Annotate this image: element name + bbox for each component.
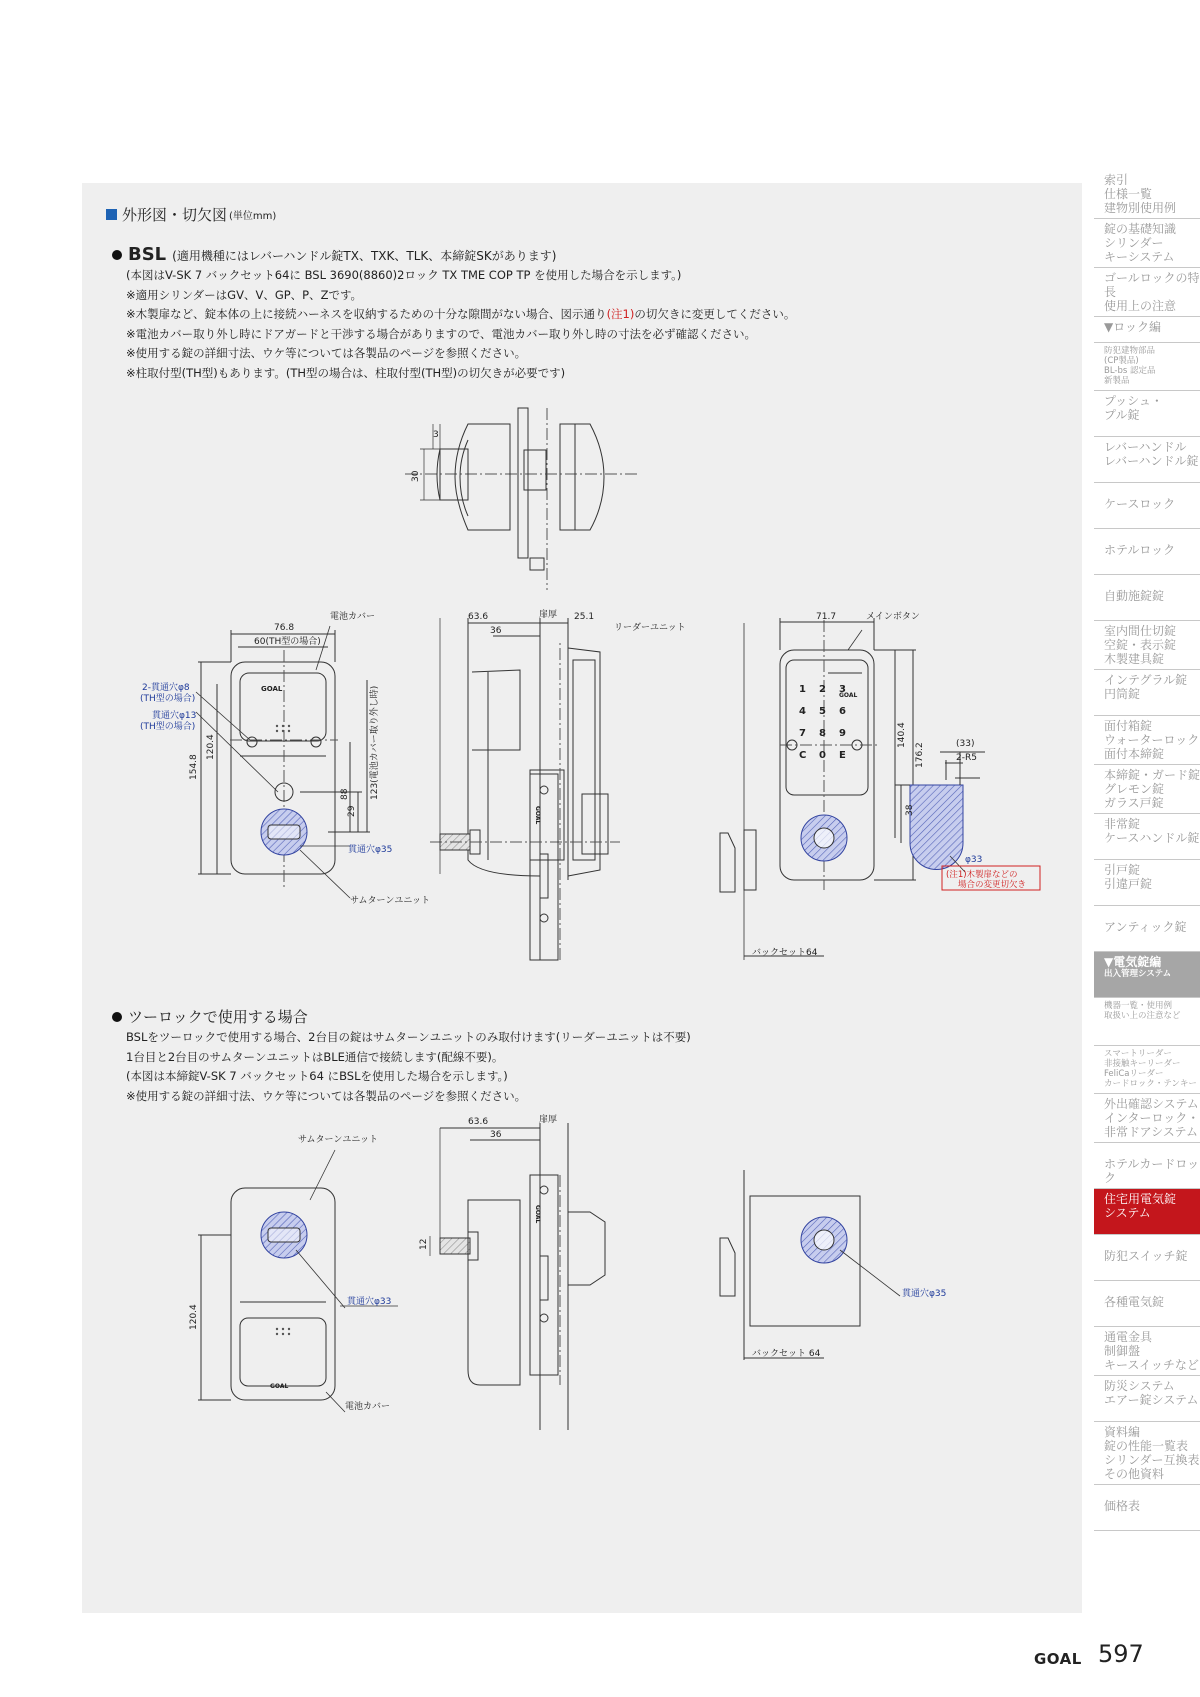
sidebar-item-label: 住宅用電気錠 xyxy=(1104,1192,1177,1206)
sidebar-item-label: 通電金具 xyxy=(1104,1330,1153,1344)
note-text: ※適用シリンダーはGV、V、GP、P、Zです。 xyxy=(126,287,363,302)
sidebar-item-label: プル錠 xyxy=(1104,408,1140,422)
dim-63-6b: 63.6 xyxy=(468,1117,489,1127)
keypad-key: 0 xyxy=(819,750,826,761)
sidebar-item-label: グレモン錠 xyxy=(1104,782,1165,796)
sidebar-item-label: 防災システム xyxy=(1104,1379,1175,1393)
sidebar-item-label: スマートリーダー xyxy=(1104,1049,1172,1059)
sidebar-item-label: 非常ドアシステム xyxy=(1104,1125,1198,1139)
sidebar-item-label: 自動施錠錠 xyxy=(1104,589,1165,603)
dim-120-4b: 120.4 xyxy=(189,1304,199,1330)
section-unit: (単位mm) xyxy=(229,211,277,222)
bsl-title: BSL xyxy=(128,244,167,265)
dim-12: 12 xyxy=(419,1238,429,1250)
sidebar-item-label: 本締錠・ガード錠 xyxy=(1104,768,1200,782)
label-hole8: 2-貫通穴φ8 xyxy=(142,683,190,693)
sidebar-item-label: その他資料 xyxy=(1104,1467,1165,1481)
sidebar-item-label: 資料編 xyxy=(1104,1425,1141,1439)
sidebar-item[interactable] xyxy=(1094,483,1200,529)
sidebar-item-label: レバーハンドル錠 xyxy=(1104,454,1199,468)
keypad-key: 6 xyxy=(839,706,846,717)
keypad-key: 4 xyxy=(799,706,806,717)
sidebar-item[interactable] xyxy=(1094,1046,1200,1094)
bsl-note: (適用機種にはレバーハンドル錠TX、TXK、TLK、本締錠SKがあります) xyxy=(172,249,557,263)
sidebar-item-label: (CP製品) xyxy=(1104,356,1139,366)
sidebar-item[interactable] xyxy=(1094,437,1200,483)
keypad-key: 8 xyxy=(819,728,826,739)
keypad-key: 3 xyxy=(839,684,846,695)
sidebar-item[interactable] xyxy=(1094,1143,1200,1189)
reader-logo: GOAL xyxy=(839,692,858,699)
sidebar-item[interactable] xyxy=(1094,670,1200,716)
sidebar-item-label: キースイッチなど xyxy=(1104,1358,1199,1372)
label-hole35: 貫通穴φ35 xyxy=(348,845,393,855)
sidebar-item[interactable] xyxy=(1094,317,1200,343)
label-phi33: φ33 xyxy=(965,855,983,865)
label-denchi: 電池カバー xyxy=(330,612,376,622)
label-mainbtn: メインボタン xyxy=(866,612,920,622)
note1-line2: 場合の変更切欠き xyxy=(958,880,1027,890)
sidebar-item-label: カードロック・テンキー xyxy=(1104,1079,1197,1089)
dim-36b: 36 xyxy=(490,1130,502,1140)
twolock-front-view xyxy=(198,1150,398,1412)
sidebar-item-label: 円筒錠 xyxy=(1104,687,1141,701)
strike-logo: GOAL xyxy=(534,806,541,825)
note-red-ref: (注1) xyxy=(606,307,635,321)
sidebar-item-label: 錠の性能一覧表 xyxy=(1104,1439,1189,1453)
sidebar-item-label: BL-bs 認定品 xyxy=(1104,366,1156,376)
sidebar-item-label: 出入管理システム xyxy=(1104,969,1172,979)
sidebar-item-label: 制御盤 xyxy=(1104,1344,1141,1358)
dim-76-8: 76.8 xyxy=(274,623,295,633)
front-logo: GOAL xyxy=(261,685,283,693)
sidebar-item-label: 引戸錠 xyxy=(1104,863,1141,877)
sidebar-item-label: 非常錠 xyxy=(1104,817,1141,831)
sidebar-item[interactable] xyxy=(1094,343,1200,391)
twolock-note-line: (本図は本締錠V-SK 7 バックセット64 にBSLを使用した場合を示します。) xyxy=(126,1069,508,1083)
twolock-right-view xyxy=(720,1170,900,1360)
side-view-middle xyxy=(430,618,620,960)
note-text: ※電池カバー取り外し時にドアガードと干渉する場合がありますので、電池カバー取り外し時の寸法を必ず確認ください。 xyxy=(126,326,756,341)
dim-71-7: 71.7 xyxy=(816,612,837,622)
sidebar-item-label: シリンダー互換表 xyxy=(1104,1453,1200,1467)
sidebar-item[interactable] xyxy=(1094,716,1200,765)
note-text: ※木製扉など、錠本体の上に接続ハーネスを収納するための十分な隙間がない場合、図示通り xyxy=(126,307,607,321)
sidebar-item-label: 面付箱錠 xyxy=(1104,719,1153,733)
twolock-title: ツーロックで使用する場合 xyxy=(128,1008,308,1026)
sidebar-item-label: FeliCaリーダー xyxy=(1104,1069,1164,1079)
sidebar-item-label: 室内間仕切錠 xyxy=(1104,624,1177,638)
sidebar-item[interactable] xyxy=(1094,814,1200,860)
dim-33p: (33) xyxy=(956,739,975,749)
dim-38: 38 xyxy=(905,804,915,816)
sidebar-item[interactable] xyxy=(1094,529,1200,575)
sidebar-item-label: 木製建具錠 xyxy=(1104,652,1165,666)
sidebar-item[interactable] xyxy=(1094,1281,1200,1327)
label-hole13: 貫通穴φ13 xyxy=(152,711,197,721)
sidebar-item-label: ホテルカードロック xyxy=(1104,1157,1200,1185)
dim-176-2: 176.2 xyxy=(915,742,925,768)
dim-60: 60(TH型の場合) xyxy=(254,637,321,647)
sidebar-item-label: 仕様一覧 xyxy=(1104,187,1153,201)
sidebar-item-label: 防犯スイッチ錠 xyxy=(1104,1249,1188,1263)
sidebar-item[interactable] xyxy=(1094,391,1200,437)
sidebar-item-label: レバーハンドル xyxy=(1104,440,1187,454)
keypad-key: 2 xyxy=(819,684,826,695)
sidebar-item[interactable] xyxy=(1094,1094,1200,1143)
keypad-key: 1 xyxy=(799,684,806,695)
label-reader: リーダーユニット xyxy=(614,623,686,633)
dim-36: 36 xyxy=(490,626,502,636)
sidebar-item-label: ガラス戸錠 xyxy=(1104,796,1164,810)
keypad-key: 7 xyxy=(799,728,806,739)
sidebar-item-label: 各種電気錠 xyxy=(1104,1295,1165,1309)
keypad-key: 5 xyxy=(819,706,826,717)
sidebar-item[interactable] xyxy=(1094,1235,1200,1281)
page-number: 597 xyxy=(1098,1640,1144,1668)
note-text: ※使用する錠の詳細寸法、ウケ等については各製品のページを参照ください。 xyxy=(126,346,527,360)
sidebar-item[interactable] xyxy=(1094,268,1200,317)
dim-r5: 2-R5 xyxy=(956,753,977,763)
dim-154-8: 154.8 xyxy=(189,754,199,780)
sidebar-item-label: キーシステム xyxy=(1104,250,1175,264)
sidebar-item-label: アンティック錠 xyxy=(1104,920,1187,934)
twolock-side-view xyxy=(430,1123,605,1430)
dim-88: 88 xyxy=(340,788,350,800)
note-text: (本図はV-SK 7 バックセット64に BSL 3690(8860)2ロック TX TME COP TP を使用した場合を示します。) xyxy=(126,268,682,282)
front-view-left xyxy=(196,626,370,898)
dim-140-4: 140.4 xyxy=(897,722,907,748)
sidebar-item-label: ゴールロックの特長 xyxy=(1104,271,1200,299)
front-view-reader xyxy=(720,618,916,960)
dim-backset2: バックセット 64 xyxy=(752,1349,821,1359)
sidebar-item-label: 面付本締錠 xyxy=(1104,747,1165,761)
sidebar-item[interactable] xyxy=(1094,860,1200,906)
sidebar-item[interactable] xyxy=(1094,1189,1200,1235)
sidebar-item[interactable] xyxy=(1094,765,1200,814)
note-text: の切欠きに変更してください。 xyxy=(634,307,796,321)
sidebar-item-label: 取扱い上の注意など xyxy=(1104,1011,1181,1021)
label-tobiraatsu: 扉厚 xyxy=(539,610,558,620)
sidebar-item-label: ケースハンドル錠 xyxy=(1104,831,1200,845)
sidebar-item[interactable] xyxy=(1094,621,1200,670)
sidebar-item-label: 新製品 xyxy=(1104,376,1130,386)
label-th1: (TH型の場合) xyxy=(140,694,196,704)
sidebar-item-label: インテグラル錠 xyxy=(1104,673,1188,687)
sidebar-item-label: 引違戸錠 xyxy=(1104,877,1153,891)
sidebar-item-label: インターロック・ xyxy=(1104,1111,1200,1125)
twolock-note-line: 1台目と2台目のサムターンユニットはBLE通信で接続します(配線不要)。 xyxy=(126,1049,504,1064)
sidebar-item[interactable] xyxy=(1094,906,1200,952)
dim-120-4: 120.4 xyxy=(206,734,216,760)
dim-backset: バックセット64 xyxy=(752,948,818,958)
label-hole33: 貫通穴φ33 xyxy=(347,1297,392,1307)
sidebar-item-label: ▼電気錠編 xyxy=(1104,955,1162,969)
footer-logo: GOAL xyxy=(1034,1650,1082,1668)
label-denchi2: 電池カバー xyxy=(345,1402,391,1412)
sidebar-item[interactable] xyxy=(1094,952,1200,998)
sidebar-item-label: 非接触キーリーダー xyxy=(1104,1059,1181,1069)
twolock-note-line: ※使用する錠の詳細寸法、ウケ等については各製品のページを参照ください。 xyxy=(126,1088,527,1103)
sidebar-item[interactable] xyxy=(1094,1422,1200,1485)
sidebar-item[interactable] xyxy=(1094,1485,1200,1531)
top-section-view xyxy=(405,408,640,590)
keypad-key: C xyxy=(799,750,807,761)
dim-3: 3 xyxy=(433,430,439,440)
dim-25-1: 25.1 xyxy=(574,612,595,622)
label-tobiraatsu2: 扉厚 xyxy=(539,1115,558,1125)
sidebar-item-label: ケースロック xyxy=(1104,497,1176,511)
sidebar-item[interactable] xyxy=(1094,575,1200,621)
note-text: ※柱取付型(TH型)もあります。(TH型の場合は、柱取付型(TH型)の切欠きが必要です) xyxy=(126,365,566,380)
label-thumb: サムターンユニット xyxy=(350,896,431,906)
sidebar-item-label: 錠の基礎知識 xyxy=(1104,222,1177,236)
sidebar-nav xyxy=(1094,170,1200,1531)
front-logo-2: GOAL xyxy=(270,1383,289,1390)
dim-63-6: 63.6 xyxy=(468,612,489,622)
sidebar-item-label: 使用上の注意 xyxy=(1104,299,1177,313)
note1-line1: (注1)木製扉などの xyxy=(946,870,1018,880)
sidebar-item[interactable] xyxy=(1094,219,1200,268)
keypad-key: E xyxy=(839,750,846,761)
section-title: 外形図・切欠図 xyxy=(122,206,228,224)
sidebar-item[interactable] xyxy=(1094,1327,1200,1376)
sidebar-item-label: 空錠・表示錠 xyxy=(1104,638,1177,652)
label-th2: (TH型の場合) xyxy=(140,722,196,732)
dim-29: 29 xyxy=(347,805,357,817)
strike-logo-2: GOAL xyxy=(534,1205,541,1224)
twolock-note-line: BSLをツーロックで使用する場合、2台目の錠はサムターンユニットのみ取付けます(リーダーユニットは不要) xyxy=(126,1030,691,1044)
dim-30: 30 xyxy=(411,470,421,482)
sidebar-item-label: シリンダー xyxy=(1104,236,1164,250)
sidebar-item-label: ウォーターロック xyxy=(1104,733,1200,747)
sidebar-item-label: 建物別使用例 xyxy=(1104,201,1177,215)
sidebar-item[interactable] xyxy=(1094,1376,1200,1422)
sidebar-item-label: 外出確認システム xyxy=(1104,1097,1199,1111)
sidebar-item-label: 機器一覧・使用例 xyxy=(1104,1001,1173,1011)
keypad-key: 9 xyxy=(839,728,846,739)
sidebar-item-label: ホテルロック xyxy=(1104,543,1176,557)
sidebar-item-label: 価格表 xyxy=(1104,1499,1141,1513)
sidebar-item-label: システム xyxy=(1104,1206,1151,1220)
sidebar-item[interactable] xyxy=(1094,170,1200,219)
label-hole35b: 貫通穴φ35 xyxy=(902,1289,947,1299)
sidebar-item-label: ▼ロック編 xyxy=(1104,320,1161,334)
sidebar-item-label: エアー錠システム xyxy=(1104,1393,1199,1407)
label-thumb2: サムターンユニット xyxy=(298,1135,379,1145)
dim-123: 123(電池カバー取り外し時) xyxy=(370,685,380,800)
sidebar-item-label: プッシュ・ xyxy=(1104,394,1163,408)
sidebar-item-label: 防犯建物部品 xyxy=(1104,346,1156,356)
sidebar-item-label: 索引 xyxy=(1104,173,1129,187)
sidebar-item[interactable] xyxy=(1094,998,1200,1046)
